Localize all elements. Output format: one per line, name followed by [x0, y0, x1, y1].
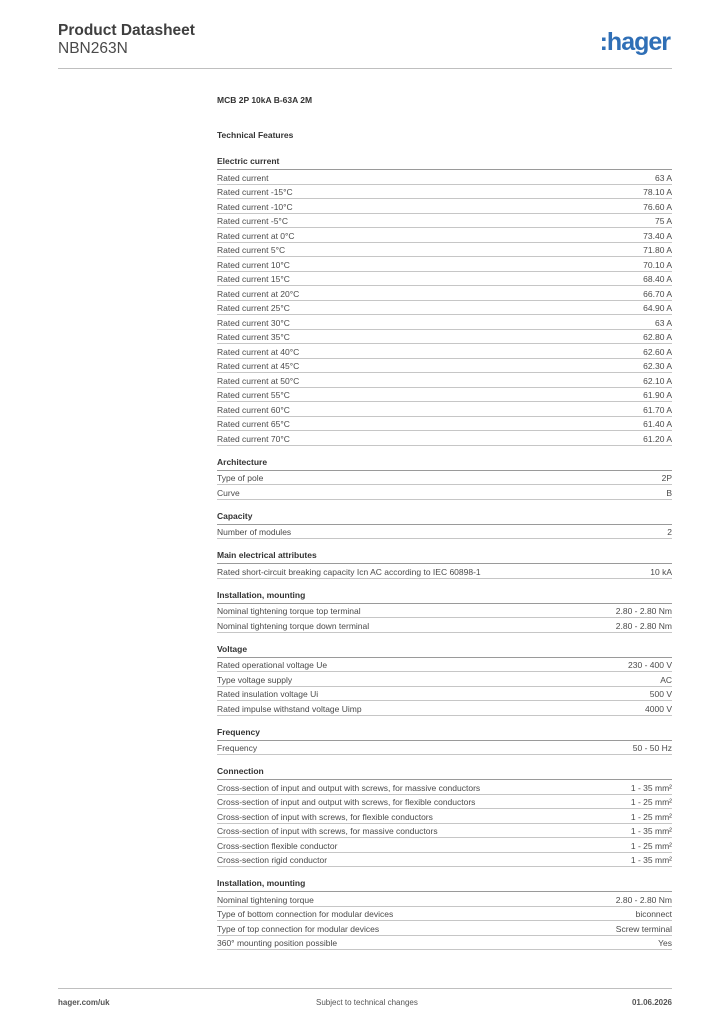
- feature-value: 63 A: [654, 317, 672, 328]
- feature-row: [217, 402, 672, 417]
- product-name: MCB 2P 10kA B-63A 2M: [217, 95, 313, 105]
- feature-label: Cross-section flexible conductor: [217, 840, 338, 851]
- feature-row: [217, 315, 672, 330]
- datasheet-content: [217, 95, 672, 950]
- feature-value: 63 A: [654, 172, 672, 183]
- feature-label: Type of bottom connection for modular devices: [217, 909, 394, 919]
- technical-features-title: Technical Features: [217, 130, 294, 140]
- feature-label: Rated current 35°C: [217, 332, 290, 342]
- feature-label: Number of modules: [217, 527, 292, 537]
- feature-label: Rated current -15°C: [217, 187, 293, 197]
- feature-label: Rated current 60°C: [217, 404, 290, 415]
- feature-value: 4000 V: [645, 703, 672, 714]
- feature-section: [217, 766, 672, 867]
- feature-row: [217, 359, 672, 374]
- feature-section: [217, 590, 672, 633]
- feature-row: [217, 853, 672, 868]
- feature-row: [217, 170, 672, 185]
- feature-row: [217, 604, 672, 619]
- feature-row: [217, 417, 672, 432]
- feature-label: Nominal tightening torque: [217, 894, 314, 905]
- feature-label: Cross-section of input and output with screws, for flexible conductors: [217, 797, 476, 807]
- page-header: [58, 22, 672, 58]
- feature-label: Rated current at 40°C: [217, 346, 300, 357]
- feature-row: [217, 243, 672, 258]
- feature-value: 62.30 A: [643, 361, 672, 371]
- section-title: Installation, mounting: [217, 878, 672, 892]
- feature-value: 64.90 A: [643, 303, 672, 313]
- feature-row: [217, 286, 672, 301]
- feature-row: [217, 344, 672, 359]
- feature-value: 2.80 - 2.80 Nm: [615, 620, 672, 631]
- footer-divider: [58, 988, 672, 989]
- feature-value: 62.10 A: [643, 375, 672, 386]
- feature-row: [217, 741, 672, 756]
- feature-value: 1 - 25 mm²: [630, 840, 672, 851]
- feature-row: [217, 658, 672, 673]
- section-title: Voltage: [217, 644, 672, 658]
- feature-value: 73.40 A: [643, 230, 672, 241]
- feature-value: biconnect: [635, 909, 672, 919]
- feature-value: 62.60 A: [643, 346, 672, 357]
- feature-value: Screw terminal: [615, 923, 672, 934]
- feature-row: [217, 936, 672, 951]
- feature-section: [217, 156, 672, 446]
- document-title: Product Datasheet: [58, 22, 195, 39]
- section-title: Capacity: [217, 511, 672, 525]
- feature-value: 61.90 A: [643, 390, 672, 400]
- feature-row: [217, 795, 672, 810]
- feature-row: [217, 485, 672, 500]
- feature-section: [217, 727, 672, 756]
- feature-label: Rated current 30°C: [217, 317, 290, 328]
- feature-label: Rated operational voltage Ue: [217, 660, 328, 670]
- feature-row: [217, 471, 672, 486]
- feature-value: 2.80 - 2.80 Nm: [615, 894, 672, 905]
- feature-value: 71.80 A: [643, 245, 672, 255]
- feature-value: 2: [667, 527, 672, 537]
- feature-row: [217, 701, 672, 716]
- section-title: Electric current: [217, 156, 672, 170]
- feature-label: Nominal tightening torque top terminal: [217, 606, 361, 616]
- feature-row: [217, 228, 672, 243]
- feature-value: AC: [660, 674, 672, 685]
- feature-section: [217, 878, 672, 950]
- feature-label: Rated current at 45°C: [217, 361, 300, 371]
- feature-label: Nominal tightening torque down terminal: [217, 620, 370, 631]
- feature-row: [217, 564, 672, 579]
- feature-row: [217, 431, 672, 446]
- feature-row: [217, 892, 672, 907]
- feature-row: [217, 301, 672, 316]
- hager-logo: :hager: [599, 28, 670, 56]
- feature-label: Rated current -10°C: [217, 201, 293, 212]
- feature-label: Curve: [217, 487, 240, 498]
- feature-value: Yes: [658, 938, 672, 948]
- feature-row: [217, 185, 672, 200]
- feature-row: [217, 330, 672, 345]
- section-title: Installation, mounting: [217, 590, 672, 604]
- feature-value: 78.10 A: [643, 187, 672, 197]
- feature-label: Cross-section of input with screws, for flexible conductors: [217, 811, 433, 822]
- section-title: Frequency: [217, 727, 672, 741]
- section-title: Architecture: [217, 457, 672, 471]
- feature-value: 61.40 A: [643, 419, 672, 429]
- feature-value: 68.40 A: [643, 274, 672, 284]
- feature-section: [217, 644, 672, 716]
- feature-section: [217, 457, 672, 500]
- product-reference: NBN263N: [58, 40, 128, 57]
- feature-row: [217, 257, 672, 272]
- feature-label: Cross-section of input with screws, for massive conductors: [217, 826, 438, 836]
- feature-value: 50 - 50 Hz: [632, 743, 672, 753]
- feature-value: 1 - 35 mm²: [630, 855, 672, 865]
- feature-label: Frequency: [217, 743, 258, 753]
- feature-value: B: [666, 487, 672, 498]
- feature-label: Rated current -5°C: [217, 216, 288, 226]
- feature-value: 75 A: [654, 216, 672, 226]
- feature-label: Rated current 70°C: [217, 433, 290, 444]
- feature-value: 230 - 400 V: [628, 660, 672, 670]
- feature-label: Rated current at 0°C: [217, 230, 295, 241]
- feature-value: 1 - 25 mm²: [630, 797, 672, 807]
- feature-row: [217, 809, 672, 824]
- feature-section: [217, 511, 672, 540]
- feature-value: 2.80 - 2.80 Nm: [615, 606, 672, 616]
- feature-row: [217, 525, 672, 540]
- feature-row: [217, 388, 672, 403]
- page-footer: [58, 998, 672, 1010]
- feature-value: 1 - 35 mm²: [630, 782, 672, 793]
- feature-label: Rated current at 20°C: [217, 288, 300, 299]
- feature-value: 10 kA: [650, 566, 672, 577]
- feature-row: [217, 780, 672, 795]
- feature-label: Rated current 5°C: [217, 245, 286, 255]
- feature-value: 61.70 A: [643, 404, 672, 415]
- feature-row: [217, 824, 672, 839]
- feature-label: Type voltage supply: [217, 674, 293, 685]
- feature-value: 76.60 A: [643, 201, 672, 212]
- feature-label: Cross-section rigid conductor: [217, 855, 328, 865]
- feature-row: [217, 272, 672, 287]
- feature-row: [217, 199, 672, 214]
- feature-label: Type of pole: [217, 473, 264, 483]
- feature-label: 360° mounting position possible: [217, 938, 338, 948]
- feature-label: Rated impulse withstand voltage Uimp: [217, 703, 362, 714]
- feature-value: 62.80 A: [643, 332, 672, 342]
- section-title: Main electrical attributes: [217, 550, 672, 564]
- footer-notice: Subject to technical changes: [316, 998, 418, 1007]
- feature-value: 1 - 25 mm²: [630, 811, 672, 822]
- feature-value: 2P: [661, 473, 672, 483]
- feature-value: 1 - 35 mm²: [630, 826, 672, 836]
- feature-label: Rated current 55°C: [217, 390, 290, 400]
- feature-label: Rated current 65°C: [217, 419, 290, 429]
- feature-row: [217, 618, 672, 633]
- feature-value: 61.20 A: [643, 433, 672, 444]
- feature-label: Rated short-circuit breaking capacity Icn AC according to IEC 60898-1: [217, 566, 481, 577]
- feature-value: 500 V: [649, 689, 672, 699]
- feature-row: [217, 907, 672, 922]
- feature-label: Cross-section of input and output with screws, for massive conductors: [217, 782, 481, 793]
- feature-label: Rated insulation voltage Ui: [217, 689, 319, 699]
- feature-sections: [217, 156, 672, 950]
- feature-label: Type of top connection for modular devices: [217, 923, 380, 934]
- feature-label: Rated current 25°C: [217, 303, 290, 313]
- feature-label: Rated current 15°C: [217, 274, 290, 284]
- feature-row: [217, 921, 672, 936]
- feature-section: [217, 550, 672, 579]
- footer-website: hager.com/uk: [58, 998, 110, 1007]
- feature-row: [217, 672, 672, 687]
- feature-value: 70.10 A: [643, 259, 672, 270]
- section-title: Connection: [217, 766, 672, 780]
- feature-row: [217, 838, 672, 853]
- feature-row: [217, 214, 672, 229]
- feature-label: Rated current at 50°C: [217, 375, 300, 386]
- feature-row: [217, 373, 672, 388]
- feature-label: Rated current: [217, 172, 269, 183]
- footer-date: 01.06.2026: [631, 998, 672, 1007]
- feature-label: Rated current 10°C: [217, 259, 290, 270]
- feature-row: [217, 687, 672, 702]
- header-divider: [58, 68, 672, 69]
- feature-value: 66.70 A: [643, 288, 672, 299]
